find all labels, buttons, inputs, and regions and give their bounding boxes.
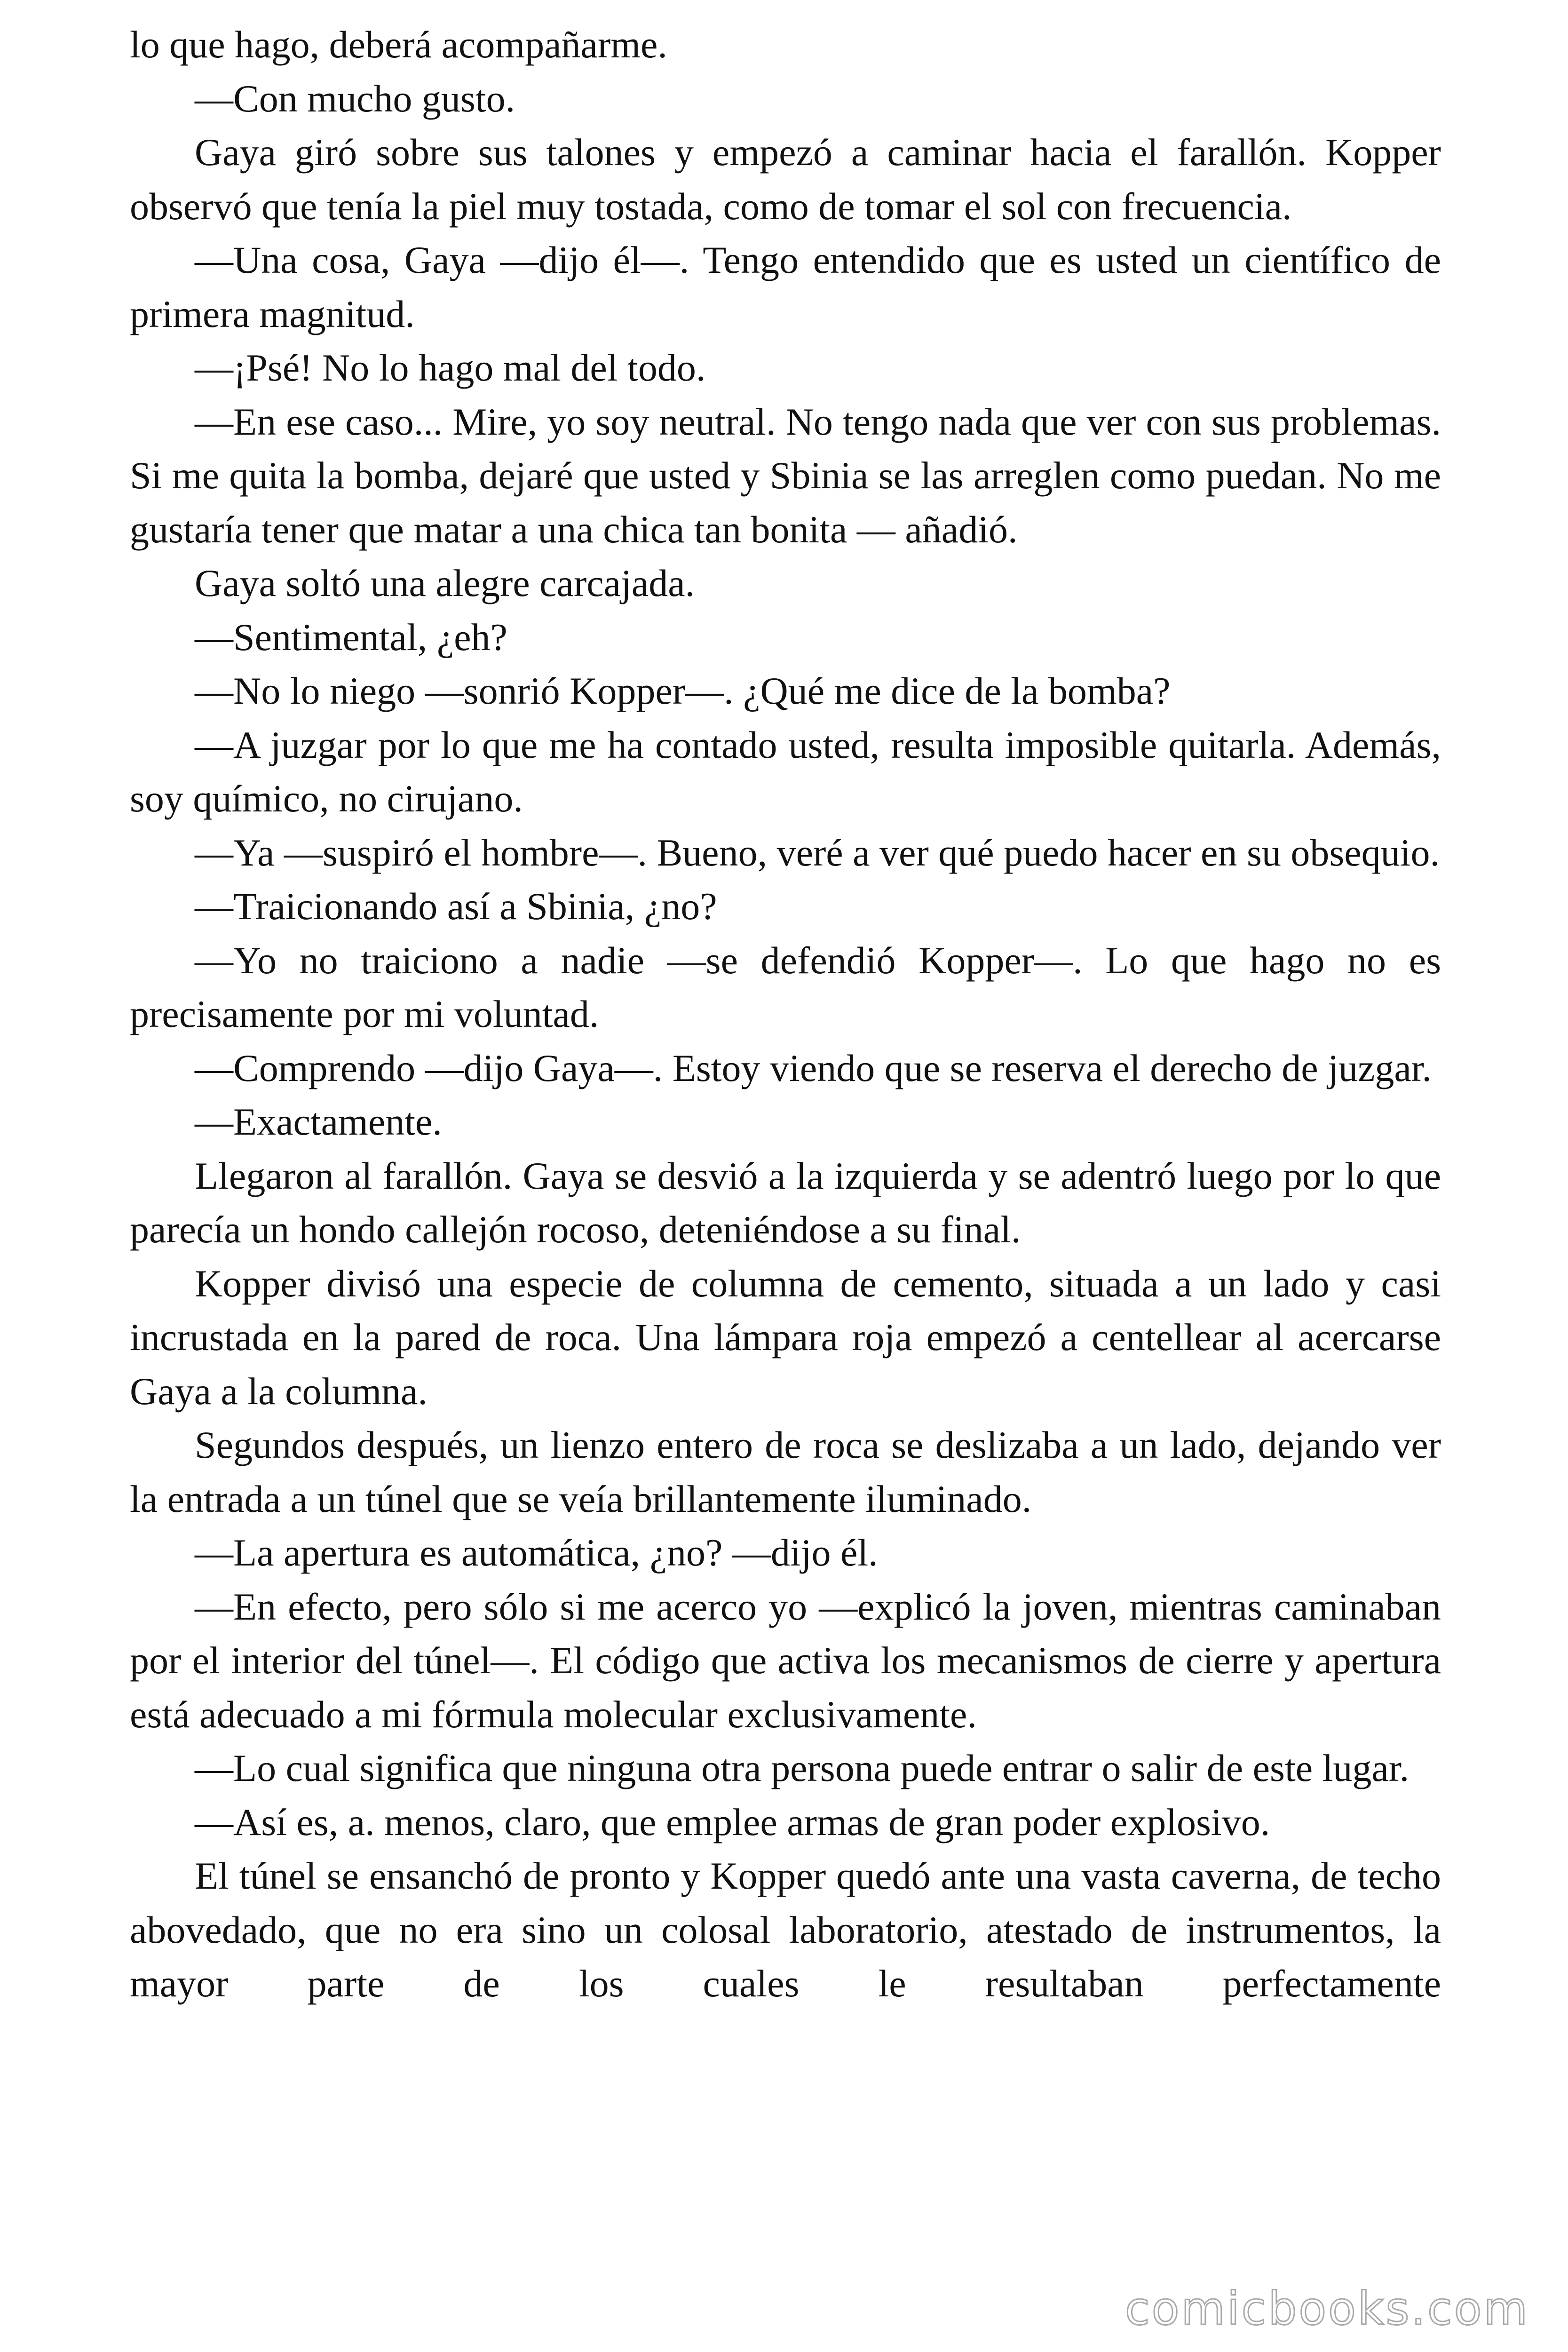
paragraph: —Lo cual significa que ninguna otra persona puede entrar o salir de este lugar. — [195, 1747, 1410, 1789]
paragraph: Llegaron al farallón. Gaya se desvió a la izquierda y se adentró luego por lo que parecía un hondo callejón rocoso, deteniéndose a su final. — [130, 1154, 1441, 1251]
paragraph: Gaya soltó una alegre carcajada. — [195, 562, 695, 604]
paragraph: —Una cosa, Gaya —dijo él—. Tengo entendido que es usted un científico de primera magnitud. — [130, 238, 1441, 335]
paragraph: —En ese caso... Mire, yo soy neutral. No tengo nada que ver con sus problemas. Si me quita la bomba, dejaré que usted y Sbinia se las arreglen como puedan. No me gustaría tener que matar a una chica tan bonita — añadió. — [130, 400, 1441, 551]
paragraph: —A juzgar por lo que me ha contado usted, resulta imposible quitarla. Además, soy químico, no cirujano. — [130, 723, 1441, 820]
paragraph: —Traicionando así a Sbinia, ¿no? — [195, 885, 717, 928]
paragraph: —Sentimental, ¿eh? — [195, 615, 507, 659]
paragraph: —No lo niego —sonrió Kopper—. ¿Qué me dice de la bomba? — [195, 669, 1171, 712]
paragraph: —Así es, a. menos, claro, que emplee armas de gran poder explosivo. — [195, 1800, 1270, 1843]
paragraph: —Yo no traiciono a nadie —se defendió Kopper—. Lo que hago no es precisamente por mi voluntad. — [130, 938, 1441, 1035]
paragraph: —Con mucho gusto. — [195, 77, 515, 120]
paragraph: —Ya —suspiró el hombre—. Bueno, veré a ver qué puedo hacer en su obsequio. — [195, 831, 1440, 874]
paragraph: —En efecto, pero sólo si me acerco yo —explicó la joven, mientras caminaban por el interior del túnel—. El código que activa los mecanismos de cierre y apertura está adecuado a mi fórmula molecular exclusivamente. — [130, 1585, 1441, 1736]
paragraph: Segundos después, un lienzo entero de roca se deslizaba a un lado, dejando ver la entrada a un túnel que se veía brillantemente iluminado. — [130, 1423, 1441, 1520]
paragraph: —Exactamente. — [195, 1100, 442, 1143]
watermark-text: comicbooks.com — [1125, 2282, 1529, 2335]
paragraph-cut-off: El túnel se ensanchó de pronto y Kopper quedó ante una vasta caverna, de techo abovedado, que no era sino un colosal laboratorio, atestado de instrumentos, la mayor parte de los cuales le resultaban perfectamente — [130, 1854, 1441, 2005]
paragraph: —¡Psé! No lo hago mal del todo. — [195, 346, 706, 389]
paragraph: Kopper divisó una especie de columna de cemento, situada a un lado y casi incrustada en la pared de roca. Una lámpara roja empezó a centellear al acercarse Gaya a la columna. — [130, 1262, 1441, 1413]
paragraph: —Comprendo —dijo Gaya—. Estoy viendo que se reserva el derecho de juzgar. — [195, 1046, 1432, 1089]
book-page-text — [130, 18, 1441, 2011]
paragraph: Gaya giró sobre sus talones y empezó a caminar hacia el farallón. Kopper observó que tenía la piel muy tostada, como de tomar el sol con frecuencia. — [130, 131, 1441, 228]
paragraph: —La apertura es automática, ¿no? —dijo él. — [195, 1531, 878, 1574]
paragraph-continuation: lo que hago, deberá acompañarme. — [130, 23, 667, 66]
